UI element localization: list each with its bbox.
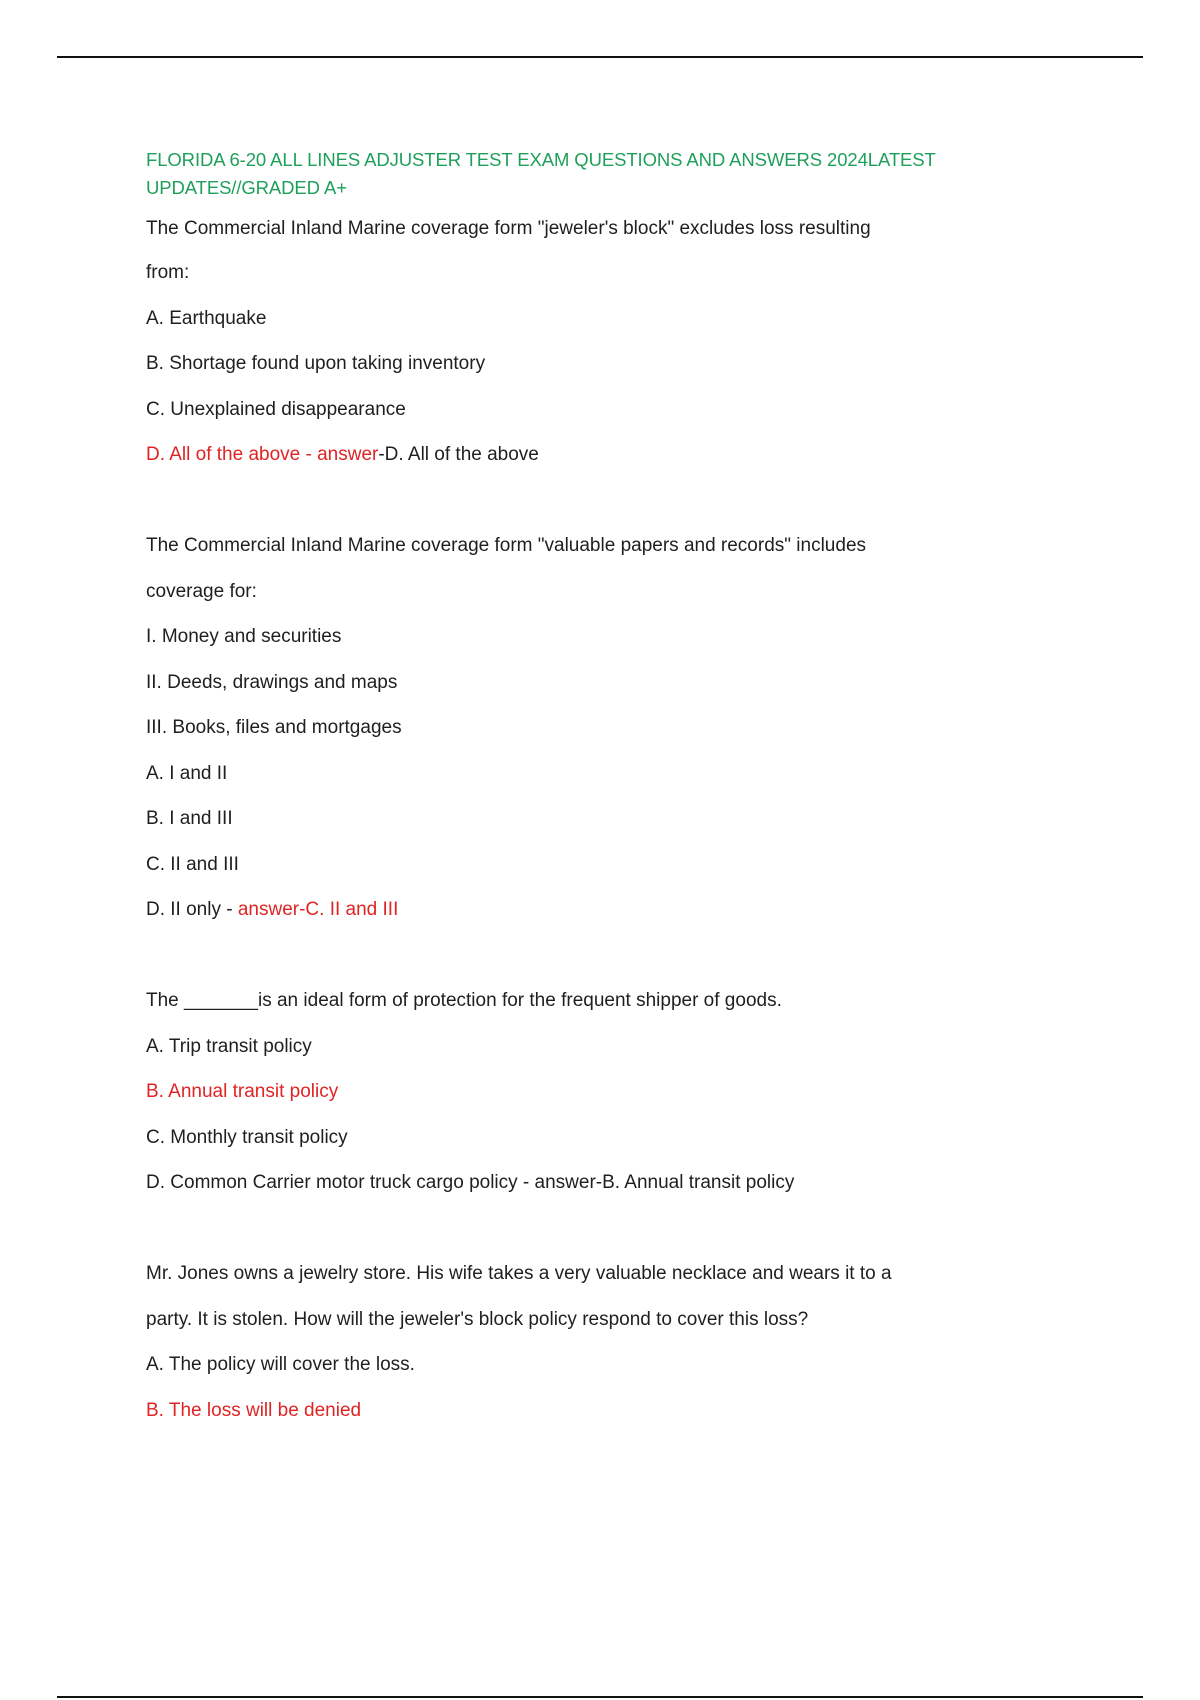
question-2-item-iii: III. Books, files and mortgages (146, 717, 402, 738)
question-4-stem-line-2: party. It is stolen. How will the jeweler's block policy respond to cover this loss? (146, 1309, 809, 1330)
question-2-option-c: C. II and III (146, 854, 239, 875)
question-1 (146, 218, 976, 466)
question-3-option-d: D. Common Carrier motor truck cargo policy - answer-B. Annual transit policy (146, 1172, 795, 1193)
question-3-option-b: B. Annual transit policy (146, 1081, 339, 1102)
question-1-stem-line-1: The Commercial Inland Marine coverage form "jeweler's block" excludes loss resulting (146, 218, 871, 239)
question-4 (146, 1263, 976, 1422)
question-4-option-a: A. The policy will cover the loss. (146, 1354, 415, 1375)
question-2-option-b: B. I and III (146, 808, 233, 829)
footer-rule (57, 1696, 1143, 1698)
question-1-answer-marker: D. All of the above - answer (146, 444, 379, 465)
question-1-option-d (146, 444, 976, 466)
question-1-option-c: C. Unexplained disappearance (146, 399, 406, 420)
question-2-stem-line-1: The Commercial Inland Marine coverage form "valuable papers and records" includes (146, 535, 867, 556)
header-rule (57, 56, 1143, 58)
question-4-stem-line-1: Mr. Jones owns a jewelry store. His wife takes a very valuable necklace and wears it to a (146, 1263, 892, 1284)
question-1-stem-line-2: from: (146, 262, 190, 283)
question-2-item-ii: II. Deeds, drawings and maps (146, 672, 398, 693)
question-3-stem: The _______is an ideal form of protection for the frequent shipper of goods. (146, 990, 782, 1011)
question-2-answer: answer-C. II and III (237, 899, 399, 920)
document-title: FLORIDA 6-20 ALL LINES ADJUSTER TEST EXAM QUESTIONS AND ANSWERS 2024LATEST UPDATES//GRADED A+ (146, 149, 936, 198)
question-3-option-a: A. Trip transit policy (146, 1036, 312, 1057)
question-1-answer-text: -D. All of the above (378, 444, 539, 465)
question-2-item-i: I. Money and securities (146, 626, 342, 647)
question-2-option-d (146, 899, 976, 921)
question-3 (146, 990, 976, 1194)
question-4-option-b: B. The loss will be denied (146, 1400, 362, 1421)
document-body (146, 146, 976, 1422)
question-2-stem-line-2: coverage for: (146, 581, 257, 602)
question-2-option-d-text: D. II only - (146, 899, 238, 920)
question-2-option-a: A. I and II (146, 763, 228, 784)
question-1-option-b: B. Shortage found upon taking inventory (146, 353, 486, 374)
question-1-option-a: A. Earthquake (146, 308, 267, 329)
question-3-option-c: C. Monthly transit policy (146, 1127, 348, 1148)
question-2 (146, 535, 976, 921)
